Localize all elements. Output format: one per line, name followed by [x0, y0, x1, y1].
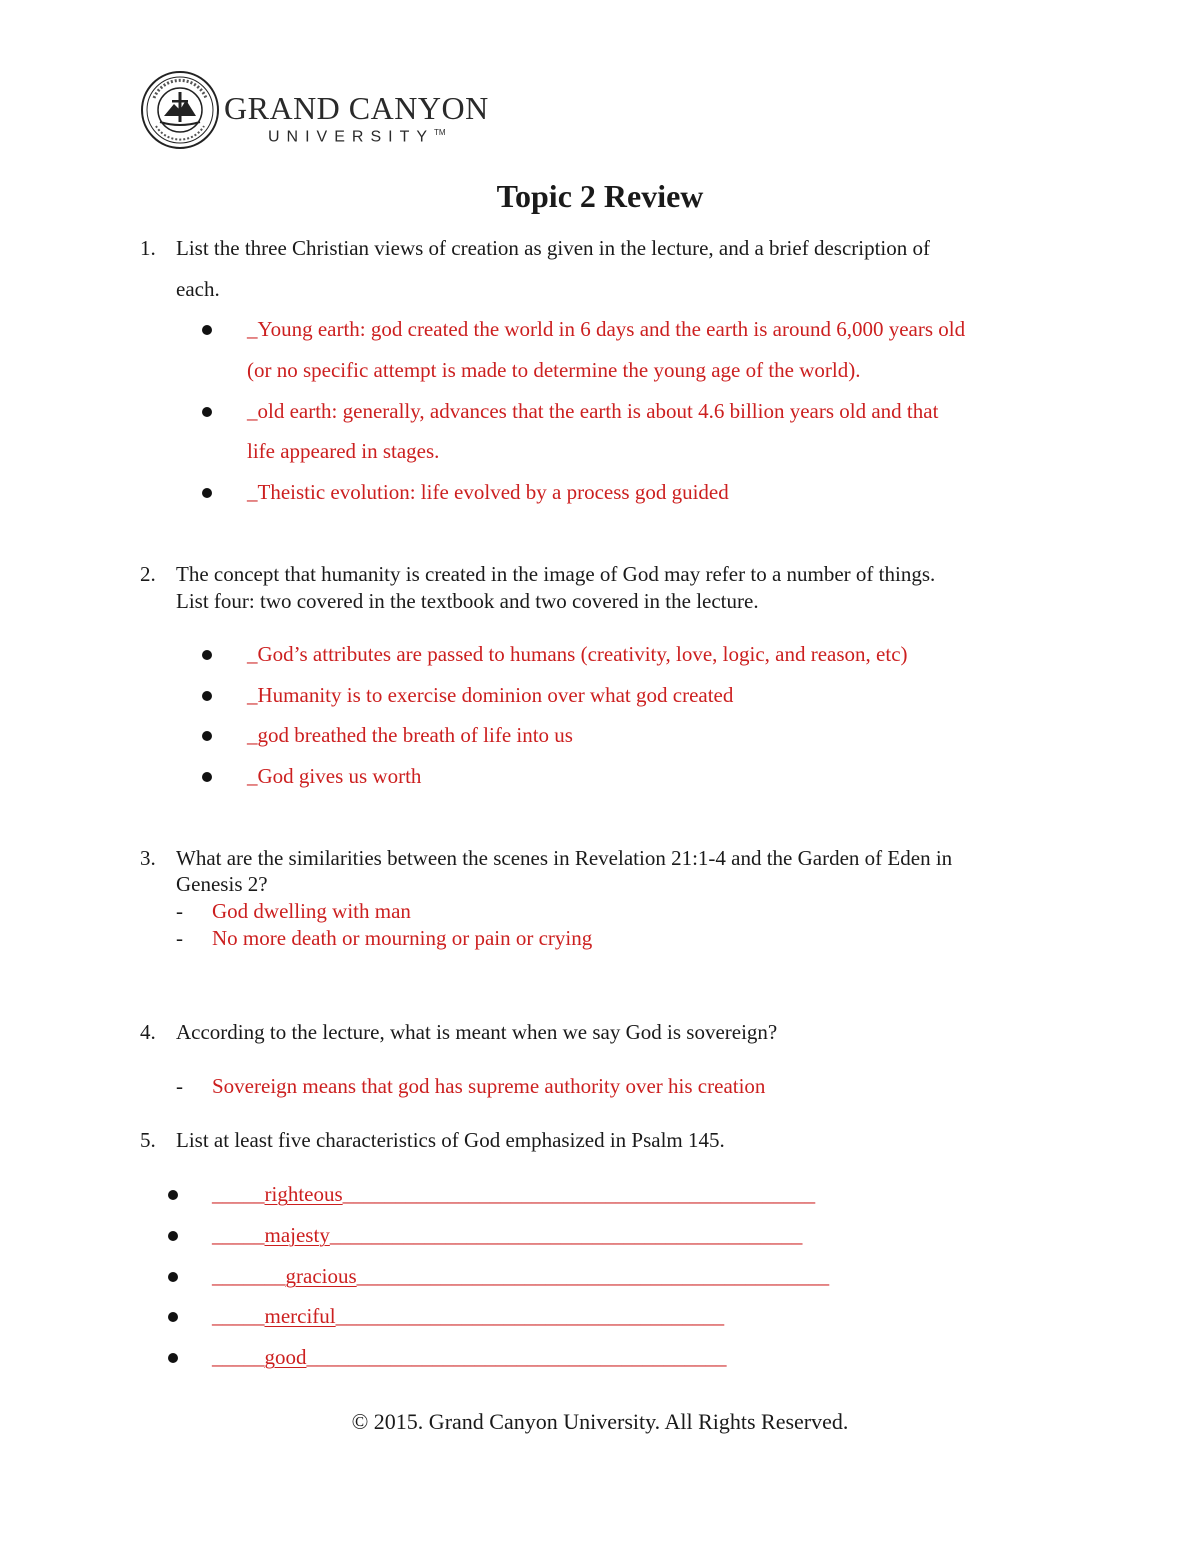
answer-text: Sovereign means that god has supreme authority over his creation — [212, 1074, 766, 1098]
answer-text: God dwelling with man — [212, 899, 411, 923]
bullet-icon — [168, 1190, 178, 1200]
question-text: The concept that humanity is created in the image of God may refer to a number of things. — [176, 562, 936, 586]
answer-text: _Humanity is to exercise dominion over what god created — [247, 683, 734, 707]
bullet-icon — [168, 1231, 178, 1241]
bullet-icon — [202, 488, 212, 498]
bullet-icon — [202, 731, 212, 741]
answer-text: life appeared in stages. — [247, 439, 440, 463]
bullet-icon — [168, 1312, 178, 1322]
answer-line: _____merciful_____________________________________ — [212, 1304, 725, 1328]
answer-line: _____good________________________________________ — [212, 1345, 727, 1369]
answer-text: _Theistic evolution: life evolved by a process god guided — [247, 480, 729, 504]
answer-text: _God’s attributes are passed to humans (creativity, love, logic, and reason, etc) — [247, 642, 908, 666]
question-text: According to the lecture, what is meant when we say God is sovereign? — [176, 1020, 778, 1044]
dash-marker: - — [176, 899, 183, 923]
question-text: List the three Christian views of creation as given in the lecture, and a brief description of — [176, 236, 931, 260]
question-number: 1. — [140, 236, 156, 260]
copyright-footer: © 2015. Grand Canyon University. All Rights Reserved. — [351, 1409, 849, 1434]
answer-line: _____righteous_____________________________________________ — [212, 1182, 816, 1206]
answer-text: _god breathed the breath of life into us — [247, 723, 573, 747]
bullet-icon — [202, 325, 212, 335]
question-text: List at least five characteristics of God emphasized in Psalm 145. — [176, 1128, 725, 1152]
bullet-icon — [202, 772, 212, 782]
university-logo — [140, 70, 489, 154]
dash-marker: - — [176, 1074, 183, 1098]
bullet-icon — [168, 1272, 178, 1282]
page-title: Topic 2 Review — [496, 178, 704, 214]
bullet-icon — [168, 1353, 178, 1363]
answer-line: _______gracious_____________________________________________ — [212, 1264, 830, 1288]
answer-text: (or no specific attempt is made to determine the young age of the world). — [247, 358, 861, 382]
logo-subtitle: UNIVERSITY™ — [268, 128, 446, 146]
question-number: 3. — [140, 846, 156, 870]
question-text: each. — [176, 277, 220, 301]
question-number: 4. — [140, 1020, 156, 1044]
answer-text: No more death or mourning or pain or crying — [212, 926, 593, 950]
bullet-icon — [202, 650, 212, 660]
answer-text: _old earth: generally, advances that the earth is about 4.6 billion years old and that — [247, 399, 939, 423]
question-text: Genesis 2? — [176, 872, 268, 896]
bullet-icon — [202, 691, 212, 701]
question-text: What are the similarities between the scenes in Revelation 21:1-4 and the Garden of Eden in — [176, 846, 953, 870]
bullet-icon — [202, 407, 212, 417]
answer-text: _God gives us worth — [247, 764, 422, 788]
logo-wordmark: GRAND CANYON — [224, 90, 489, 126]
university-seal-icon — [140, 70, 220, 150]
question-text: List four: two covered in the textbook and two covered in the lecture. — [176, 589, 759, 613]
answer-text: _Young earth: god created the world in 6 days and the earth is around 6,000 years old — [247, 317, 966, 341]
question-number: 5. — [140, 1128, 156, 1152]
question-number: 2. — [140, 562, 156, 586]
dash-marker: - — [176, 926, 183, 950]
answer-line: _____majesty_____________________________________________ — [212, 1223, 803, 1247]
